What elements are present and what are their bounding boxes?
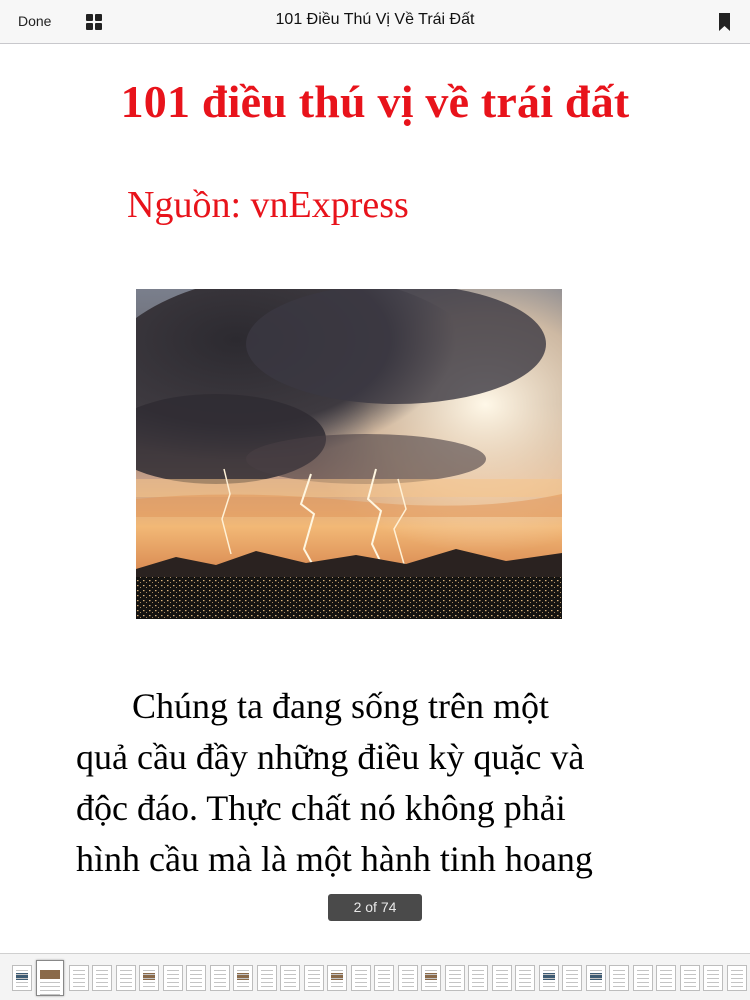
page-thumbnail[interactable]: [374, 965, 394, 991]
page-thumbnail[interactable]: [351, 965, 371, 991]
top-toolbar: [0, 0, 750, 44]
page-thumbnail[interactable]: [421, 965, 441, 991]
page-thumbnail[interactable]: [586, 965, 606, 991]
page-thumbnail[interactable]: [36, 960, 64, 996]
page-thumbnail[interactable]: [609, 965, 629, 991]
page-thumbnail[interactable]: [327, 965, 347, 991]
body-line: độc đáo. Thực chất nó không phải: [76, 788, 566, 828]
lightning-storm-image: [136, 289, 562, 619]
page-thumbnail[interactable]: [257, 965, 277, 991]
page-thumbnail[interactable]: [12, 965, 32, 991]
body-line: hình cầu mà là một hành tinh hoang: [76, 839, 593, 879]
page-thumbnail[interactable]: [703, 965, 723, 991]
slide-body-text: [76, 681, 696, 885]
page-thumbnail[interactable]: [633, 965, 653, 991]
page-thumbnail[interactable]: [304, 965, 324, 991]
page-thumbnail[interactable]: [163, 965, 183, 991]
page-indicator: 2 of 74: [328, 894, 422, 921]
body-line: Chúng ta đang sống trên một: [132, 686, 549, 726]
page-thumbnail[interactable]: [92, 965, 112, 991]
page-thumbnail[interactable]: [468, 965, 488, 991]
page-thumbnail[interactable]: [116, 965, 136, 991]
page-thumbnail[interactable]: [515, 965, 535, 991]
page-thumbnail[interactable]: [492, 965, 512, 991]
page-thumbnail[interactable]: [656, 965, 676, 991]
page-thumbnail[interactable]: [280, 965, 300, 991]
page-thumbnail[interactable]: [233, 965, 253, 991]
page-thumbnail[interactable]: [398, 965, 418, 991]
page-thumbnail[interactable]: [186, 965, 206, 991]
slide-title: 101 điều thú vị về trái đất: [120, 76, 630, 127]
page-thumbnail[interactable]: [139, 965, 159, 991]
document-page: [0, 45, 750, 953]
page-thumbnail[interactable]: [727, 965, 747, 991]
body-line: quả cầu đầy những điều kỳ quặc và: [76, 737, 585, 777]
bookmark-icon[interactable]: [719, 13, 730, 31]
page-thumbnail[interactable]: [69, 965, 89, 991]
slide-source: Nguồn: vnExpress: [127, 184, 409, 226]
done-button[interactable]: Done: [18, 13, 52, 29]
thumbnail-strip[interactable]: [0, 953, 750, 1000]
page-thumbnail[interactable]: [562, 965, 582, 991]
page-thumbnail[interactable]: [680, 965, 700, 991]
page-thumbnail[interactable]: [539, 965, 559, 991]
page-thumbnail[interactable]: [445, 965, 465, 991]
page-thumbnail[interactable]: [210, 965, 230, 991]
document-title: 101 Điều Thú Vị Về Trái Đất: [275, 11, 475, 28]
